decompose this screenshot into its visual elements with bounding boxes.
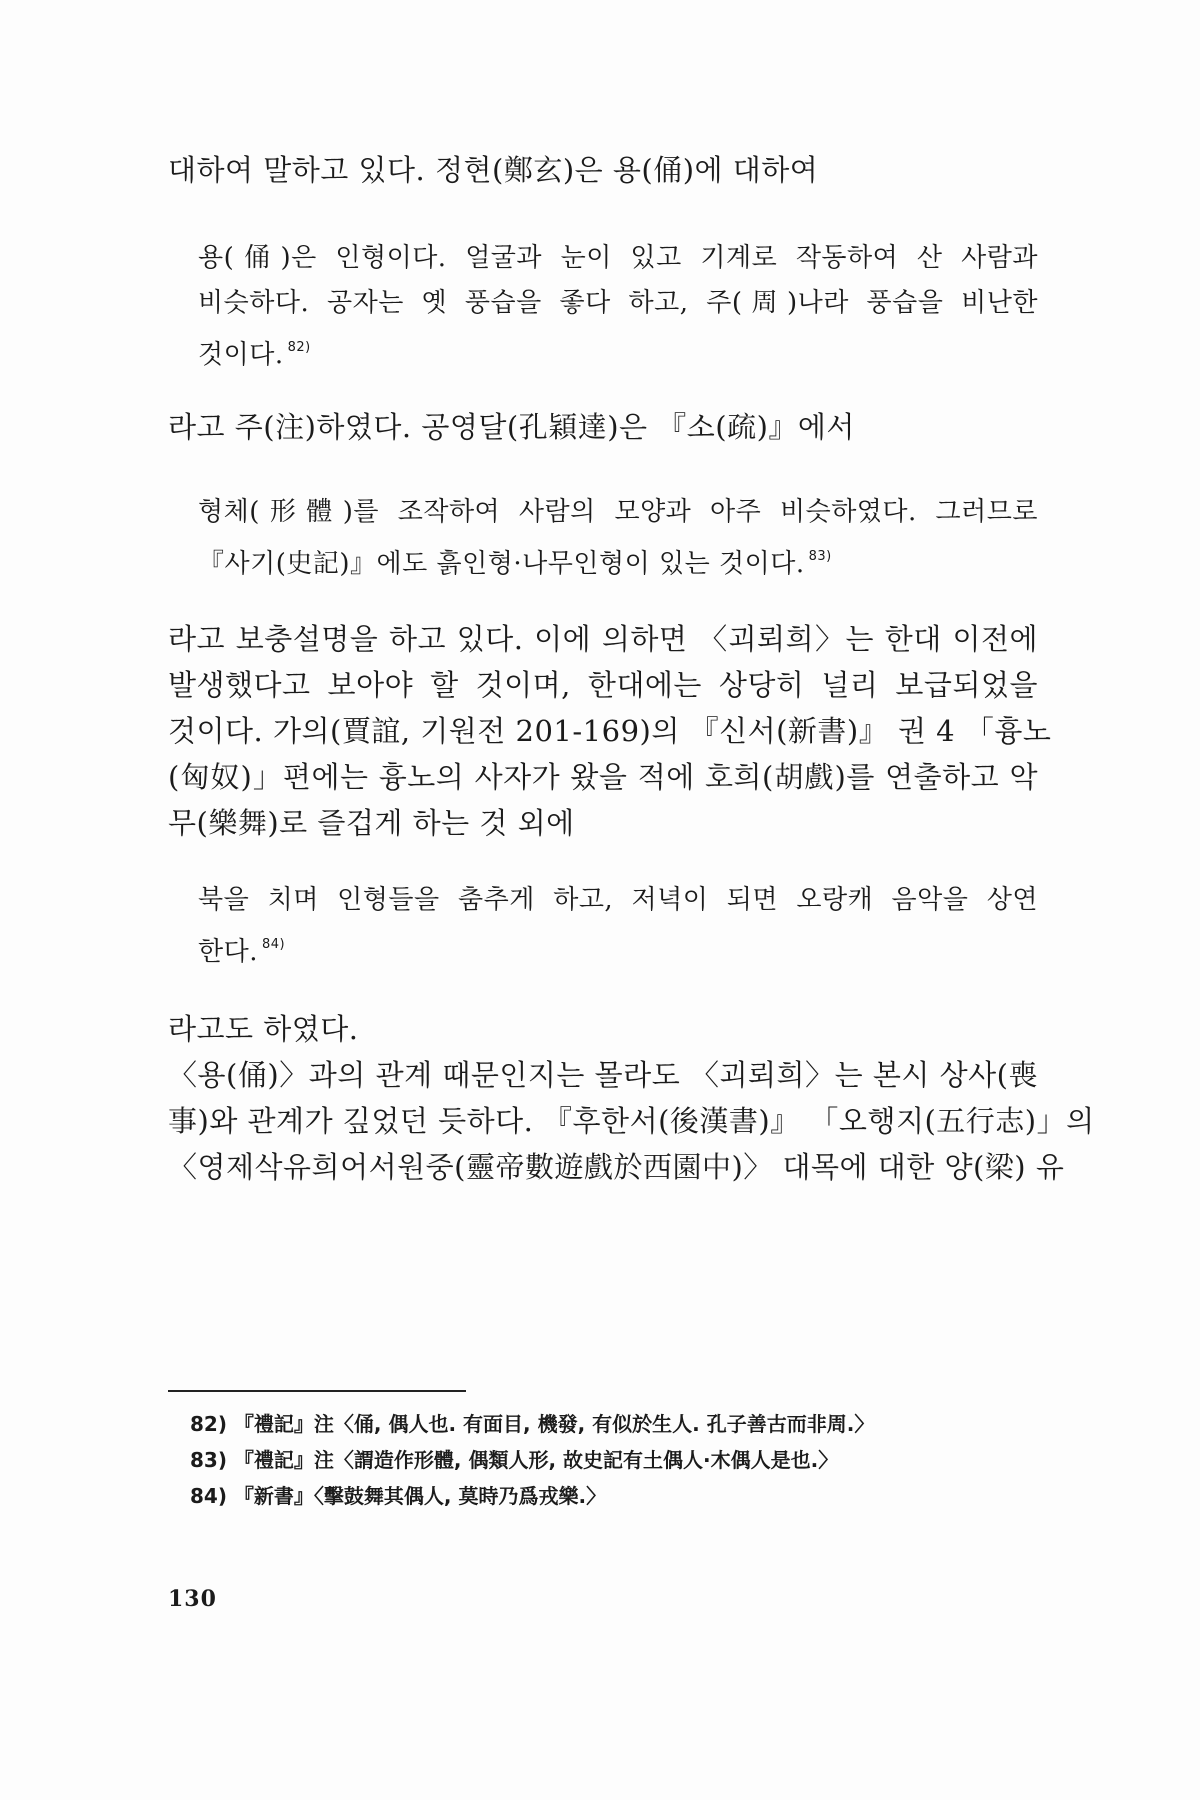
- body-text-line: 라고 보충설명을 하고 있다. 이에 의하면 〈괴뢰희〉는 한대 이전에: [168, 622, 1038, 656]
- quote-text-line: 형체(形體)를 조작하여 사람의 모양과 아주 비슷하였다. 그러므로: [198, 497, 1038, 527]
- quote-text-line: 북을 치며 인형들을 춤추게 하고, 저녁이 되면 오랑캐 음악을 상연: [198, 885, 1038, 915]
- body-text-line: 무(樂舞)로 즐겁게 하는 것 외에: [168, 806, 575, 840]
- page-number: 130: [168, 1586, 217, 1612]
- body-text-line: 것이다. 가의(賈誼, 기원전 201-169)의 『신서(新書)』 권 4 「흉노: [168, 714, 1052, 748]
- quote-text: 한다.: [198, 937, 258, 967]
- body-text-line: 〈용(俑)〉과의 관계 때문인지는 몰라도 〈괴뢰희〉는 본시 상사(喪: [168, 1058, 1038, 1092]
- quote-text: 것이다.: [198, 340, 284, 370]
- footnote-83: 83) 『禮記』注〈謂造作形體, 偶類人形, 故史記有土偶人·木偶人是也.〉: [190, 1448, 839, 1472]
- quote-text-line: [198, 927, 1038, 970]
- body-text-line: 대하여 말하고 있다. 정현(鄭玄)은 용(俑)에 대하여: [168, 153, 819, 187]
- footnote-marker: 84): [262, 937, 286, 952]
- quote-text-line: 비슷하다. 공자는 옛 풍습을 좋다 하고, 주(周)나라 풍습을 비난한: [198, 288, 1038, 318]
- body-text-line: 라고도 하였다.: [168, 1012, 359, 1046]
- footnote-82: 82) 『禮記』注〈俑, 偶人也. 有面目, 機發, 有似於生人. 孔子善古而非周.〉: [190, 1412, 875, 1436]
- quote-text: 『사기(史記)』에도 흙인형·나무인형이 있는 것이다.: [198, 549, 805, 579]
- body-text-line: 〈영제삭유희어서원중(靈帝數遊戲於西園中)〉 대목에 대한 양(梁) 유: [168, 1150, 1065, 1184]
- quote-text-line: [198, 539, 1038, 582]
- body-text-line: 라고 주(注)하였다. 공영달(孔穎達)은 『소(疏)』에서: [168, 410, 855, 444]
- footnote-marker: 83): [808, 549, 832, 564]
- footnote-marker: 82): [287, 340, 311, 355]
- footnote-84: 84) 『新書』〈擊鼓舞其偶人, 莫時乃爲戎樂.〉: [190, 1484, 607, 1508]
- body-text-line: 발생했다고 보아야 할 것이며, 한대에는 상당히 널리 보급되었을: [168, 668, 1038, 702]
- body-text-line: 事)와 관계가 깊었던 듯하다. 『후한서(後漢書)』 「오행지(五行志)」의: [168, 1104, 1095, 1138]
- footnote-divider: [168, 1390, 466, 1392]
- body-text-line: (匈奴)」편에는 흉노의 사자가 왔을 적에 호희(胡戲)를 연출하고 악: [168, 760, 1038, 794]
- quote-text-line: 용(俑)은 인형이다. 얼굴과 눈이 있고 기계로 작동하여 산 사람과: [198, 243, 1038, 273]
- quote-text-line: [198, 330, 1038, 373]
